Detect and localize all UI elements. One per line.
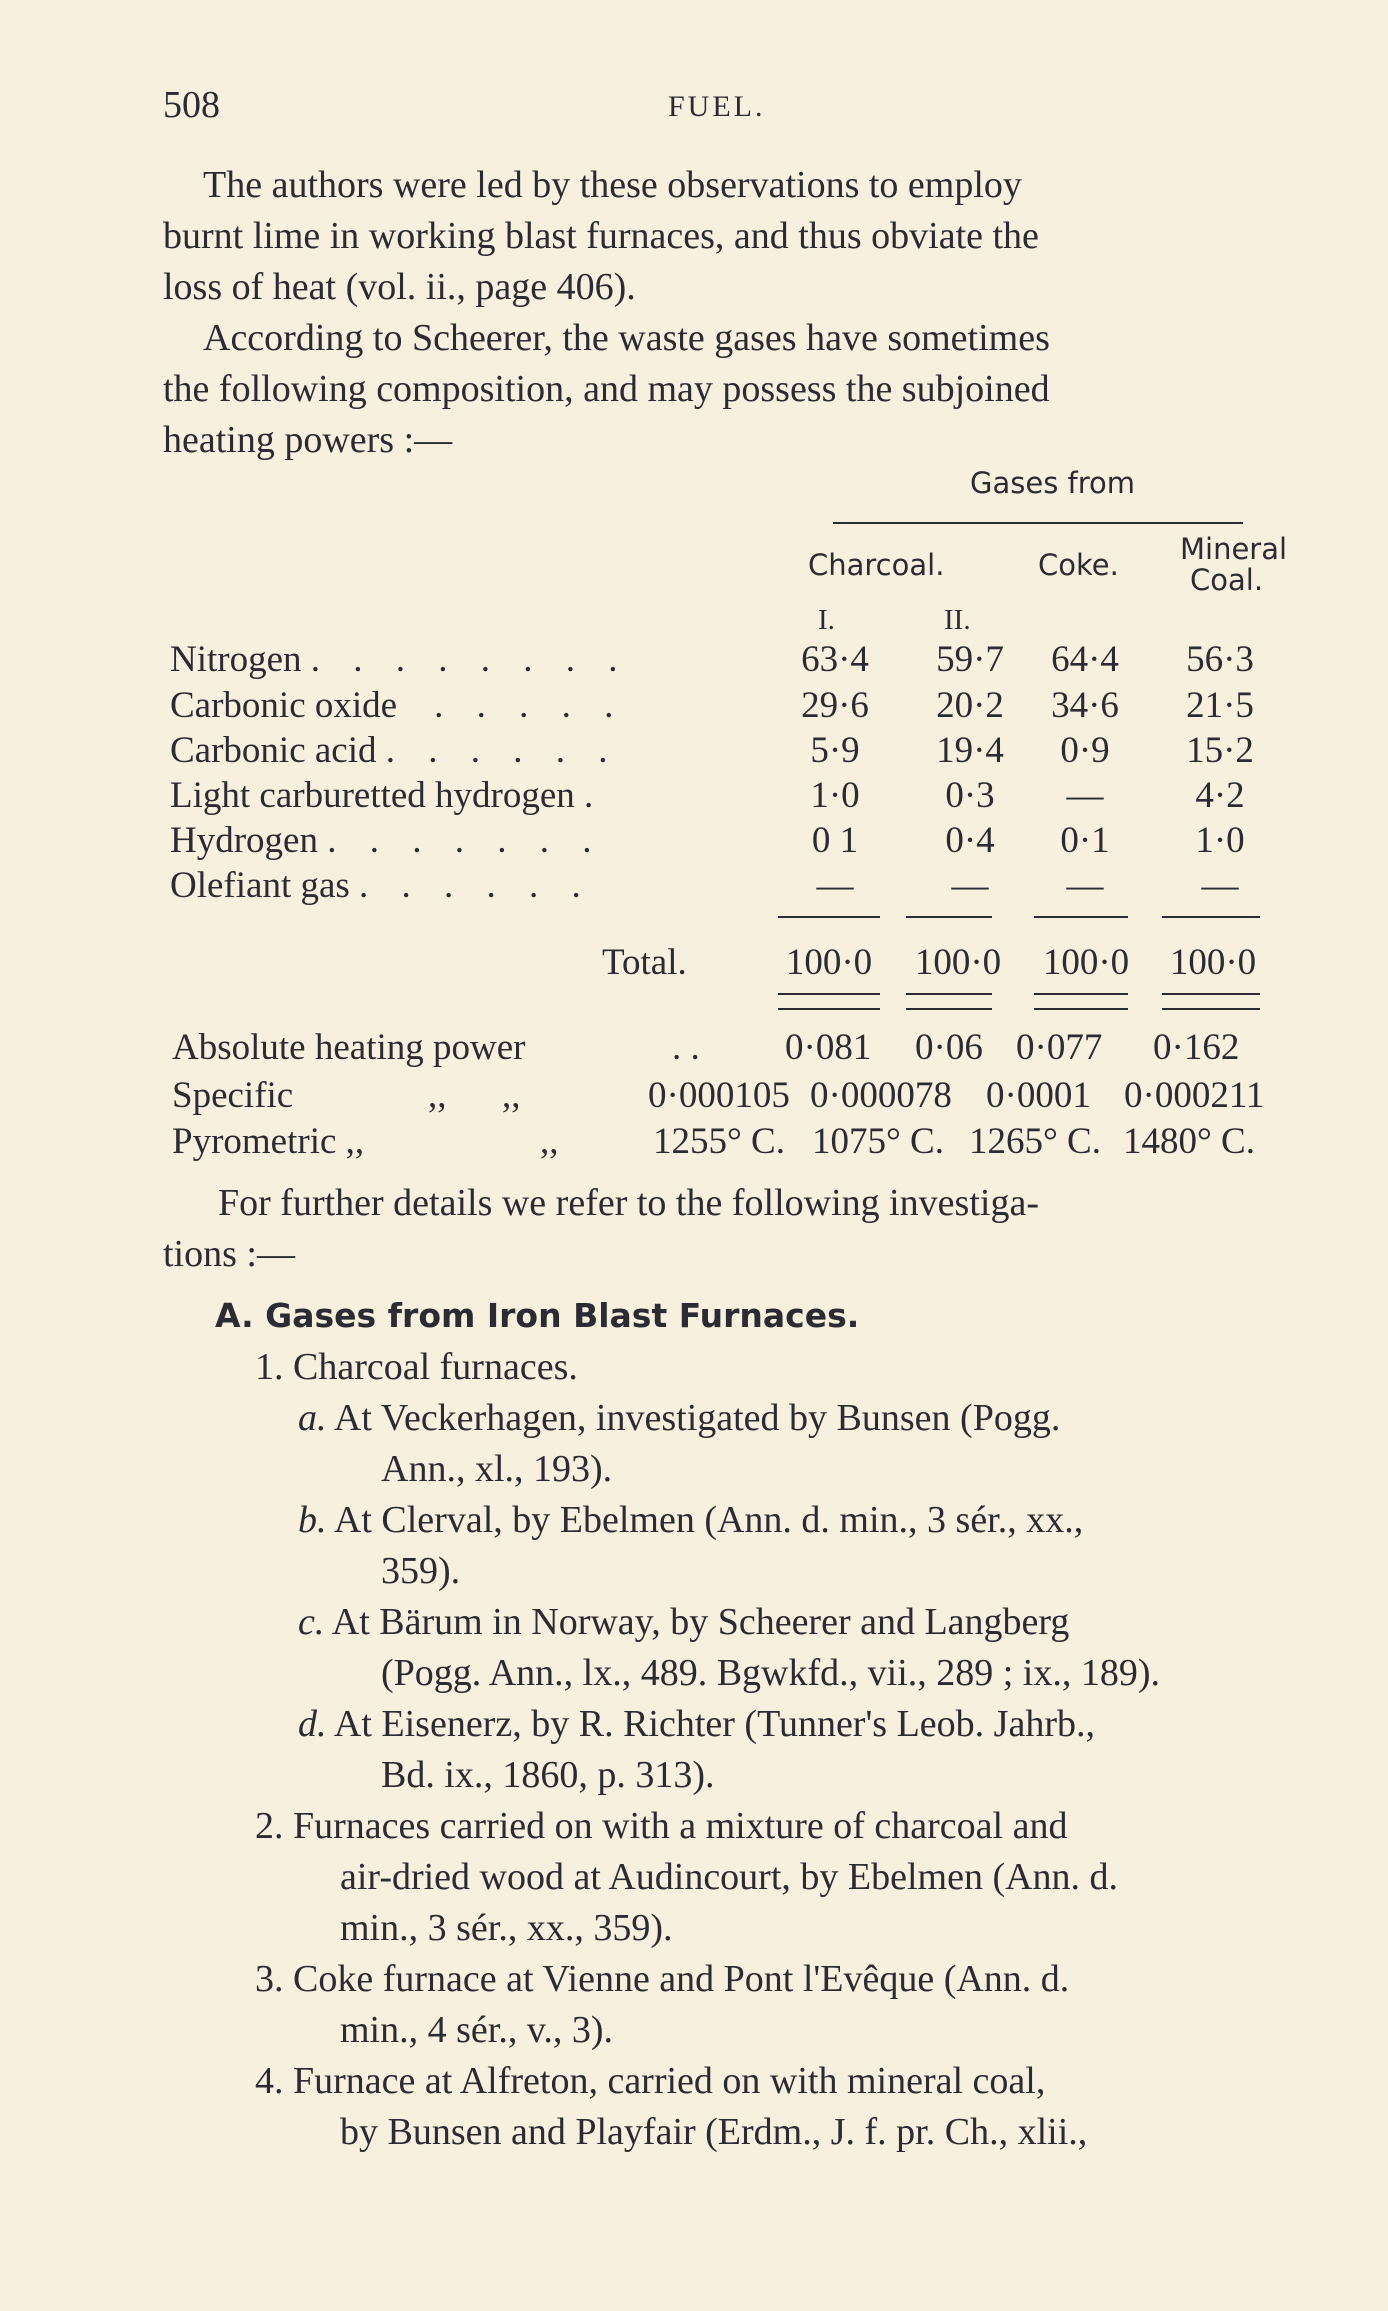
cell: 0·1 — [1060, 820, 1110, 861]
heating-label: Pyrometric ,, — [172, 1121, 365, 1162]
row-label — [170, 729, 620, 772]
row-label-text: Hydrogen — [170, 820, 318, 861]
cell: 19·4 — [936, 730, 1004, 771]
text-line: the following composition, and may possess the subjoined — [163, 368, 1050, 410]
cell: 0·4 — [945, 820, 995, 861]
text-line: For further details we refer to the following investiga- — [218, 1182, 1039, 1224]
cell: 0·9 — [1060, 730, 1110, 771]
cell: 4·2 — [1195, 775, 1245, 816]
sum-rule — [778, 916, 880, 918]
table-group-header: Gases from — [970, 466, 1136, 500]
leader-dots: . . . . . . . — [327, 820, 604, 861]
total-rule — [778, 1008, 880, 1010]
cell: 21·5 — [1186, 685, 1254, 726]
list-item — [255, 1954, 1069, 2005]
sum-rule — [1034, 916, 1128, 918]
list-continuation: air-dried wood at Audincourt, by Ebelmen (Ann. d. — [340, 1856, 1119, 1898]
total-cell: 100·0 — [785, 942, 873, 983]
row-label — [170, 864, 593, 907]
table-brace — [833, 522, 1243, 524]
running-head: FUEL. — [668, 90, 766, 123]
list-continuation: min., 3 sér., xx., 359). — [340, 1907, 673, 1949]
list-subitem — [298, 1597, 1069, 1648]
list-continuation: Bd. ix., 1860, p. 313). — [381, 1754, 715, 1796]
cell: — — [816, 865, 854, 906]
cell: — — [1201, 865, 1239, 906]
cell: 34·6 — [1051, 685, 1119, 726]
total-rule — [1034, 1008, 1128, 1010]
list-text: Charcoal furnaces. — [293, 1346, 578, 1388]
sub-column-i: I. — [818, 604, 835, 636]
cell: 29·6 — [801, 685, 869, 726]
list-text: Coke furnace at Vienne and Pont l'Evêque (Ann. d. — [293, 1958, 1070, 2000]
heating-value: 0·06 — [915, 1027, 983, 1068]
cell: 5·9 — [810, 730, 860, 771]
sub-column-ii: II. — [944, 604, 971, 636]
list-number: 1. — [255, 1346, 284, 1388]
text-line: loss of heat (vol. ii., page 406). — [163, 266, 636, 308]
page-number: 508 — [163, 84, 220, 126]
list-continuation: min., 4 sér., v., 3). — [340, 2009, 614, 2051]
list-item — [255, 1342, 578, 1393]
list-continuation: by Bunsen and Playfair (Erdm., J. f. pr. Ch., xlii., — [340, 2111, 1088, 2153]
intro-paragraph-2 — [163, 313, 1308, 466]
section-heading-a: A. Gases from Iron Blast Furnaces. — [215, 1296, 860, 1335]
heating-value: 0·0001 — [986, 1075, 1091, 1116]
heating-label: Specific — [172, 1075, 294, 1116]
list-continuation: Ann., xl., 193). — [381, 1448, 613, 1490]
list-letter: c. — [298, 1601, 325, 1643]
cell: 20·2 — [936, 685, 1004, 726]
heating-ditto: ,, ,, — [428, 1075, 521, 1116]
heating-value: 1480° C. — [1123, 1121, 1255, 1162]
cell: 0·3 — [945, 775, 995, 816]
row-label-text: Light carburetted hydrogen — [170, 775, 575, 816]
list-text: At Veckerhagen, investigated by Bunsen (Pogg. — [333, 1397, 1061, 1439]
heating-value: 1075° C. — [812, 1121, 944, 1162]
text-line: heating powers :— — [163, 419, 453, 461]
list-text: Furnace at Alfreton, carried on with mineral coal, — [293, 2060, 1046, 2102]
cell: 1·0 — [1195, 820, 1245, 861]
heating-label: Absolute heating power — [172, 1027, 526, 1068]
heating-value: 0·081 — [785, 1027, 872, 1068]
text-line: burnt lime in working blast furnaces, and thus obviate the — [163, 215, 1039, 257]
cell: 64·4 — [1051, 639, 1119, 680]
heating-value: 0·077 — [1016, 1027, 1103, 1068]
list-number: 3. — [255, 1958, 284, 2000]
list-subitem — [298, 1495, 1083, 1546]
total-rule — [1034, 993, 1128, 995]
row-label-text: Carbonic acid — [170, 730, 377, 771]
total-cell: 100·0 — [914, 942, 1002, 983]
row-label — [170, 774, 605, 817]
further-paragraph — [163, 1178, 1308, 1280]
leader-dots: . . . . . . . . — [310, 639, 630, 680]
cell: — — [951, 865, 989, 906]
list-number: 4. — [255, 2060, 284, 2102]
total-cell: 100·0 — [1042, 942, 1130, 983]
list-letter: a. — [298, 1397, 327, 1439]
cell: 56·3 — [1186, 639, 1254, 680]
heating-value: 0·000105 — [648, 1075, 790, 1116]
heating-value: 1265° C. — [969, 1121, 1101, 1162]
cell: 0 1 — [811, 820, 859, 861]
row-label-text: Olefiant gas — [170, 865, 350, 906]
cell: 63·4 — [801, 639, 869, 680]
column-header-charcoal: Charcoal. — [808, 548, 945, 582]
cell: — — [1066, 775, 1104, 816]
list-continuation: 359). — [381, 1550, 461, 1592]
cell: 1·0 — [810, 775, 860, 816]
leader-dots: . . . . . — [434, 685, 626, 726]
leader-dots: . — [584, 775, 606, 816]
row-label — [170, 819, 603, 862]
list-number: 2. — [255, 1805, 284, 1847]
leader-dots: . . . . . . — [359, 865, 593, 906]
heating-value: 0·000078 — [810, 1075, 952, 1116]
list-continuation: (Pogg. Ann., lx., 489. Bgwkfd., vii., 289 ; ix., 189). — [381, 1652, 1161, 1694]
heating-value: 0·162 — [1153, 1027, 1240, 1068]
cell: 15·2 — [1186, 730, 1254, 771]
column-header-coke: Coke. — [1038, 548, 1119, 582]
heating-ditto: ,, — [540, 1121, 559, 1162]
text-line: tions :— — [163, 1233, 295, 1275]
list-item — [255, 1801, 1067, 1852]
sum-rule — [906, 916, 992, 918]
heating-value: 0·000211 — [1124, 1075, 1265, 1116]
list-letter: d. — [298, 1703, 327, 1745]
heating-ditto: . . — [672, 1027, 700, 1068]
heating-value: 1255° C. — [653, 1121, 785, 1162]
total-cell: 100·0 — [1169, 942, 1257, 983]
column-header-coal-label: Coal. — [1190, 563, 1264, 597]
row-label-text: Nitrogen — [170, 639, 302, 680]
list-subitem — [298, 1699, 1095, 1750]
list-text: Furnaces carried on with a mixture of charcoal and — [293, 1805, 1068, 1847]
row-label-text: Carbonic oxide — [170, 685, 398, 726]
list-subitem — [298, 1393, 1060, 1444]
total-rule — [906, 993, 992, 995]
total-rule — [1162, 993, 1260, 995]
leader-dots: . . . . . . — [385, 730, 620, 771]
list-text: At Bärum in Norway, by Scheerer and Langberg — [331, 1601, 1070, 1643]
text-line: According to Scheerer, the waste gases have sometimes — [203, 317, 1050, 359]
total-rule — [1162, 1008, 1260, 1010]
intro-paragraph-1 — [163, 160, 1308, 313]
column-header-mineral: Mineral — [1180, 532, 1288, 566]
total-rule — [778, 993, 880, 995]
list-letter: b. — [298, 1499, 327, 1541]
text-line: The authors were led by these observations to employ — [203, 164, 1022, 206]
cell: 59·7 — [936, 639, 1004, 680]
list-item — [255, 2056, 1045, 2107]
list-text: At Clerval, by Ebelmen (Ann. d. min., 3 sér., xx., — [333, 1499, 1084, 1541]
sum-rule — [1162, 916, 1260, 918]
total-rule — [906, 1008, 992, 1010]
row-label — [170, 638, 630, 681]
row-label — [170, 684, 625, 727]
list-text: At Eisenerz, by R. Richter (Tunner's Leob. Jahrb., — [333, 1703, 1095, 1745]
total-label: Total. — [602, 942, 687, 983]
cell: — — [1066, 865, 1104, 906]
